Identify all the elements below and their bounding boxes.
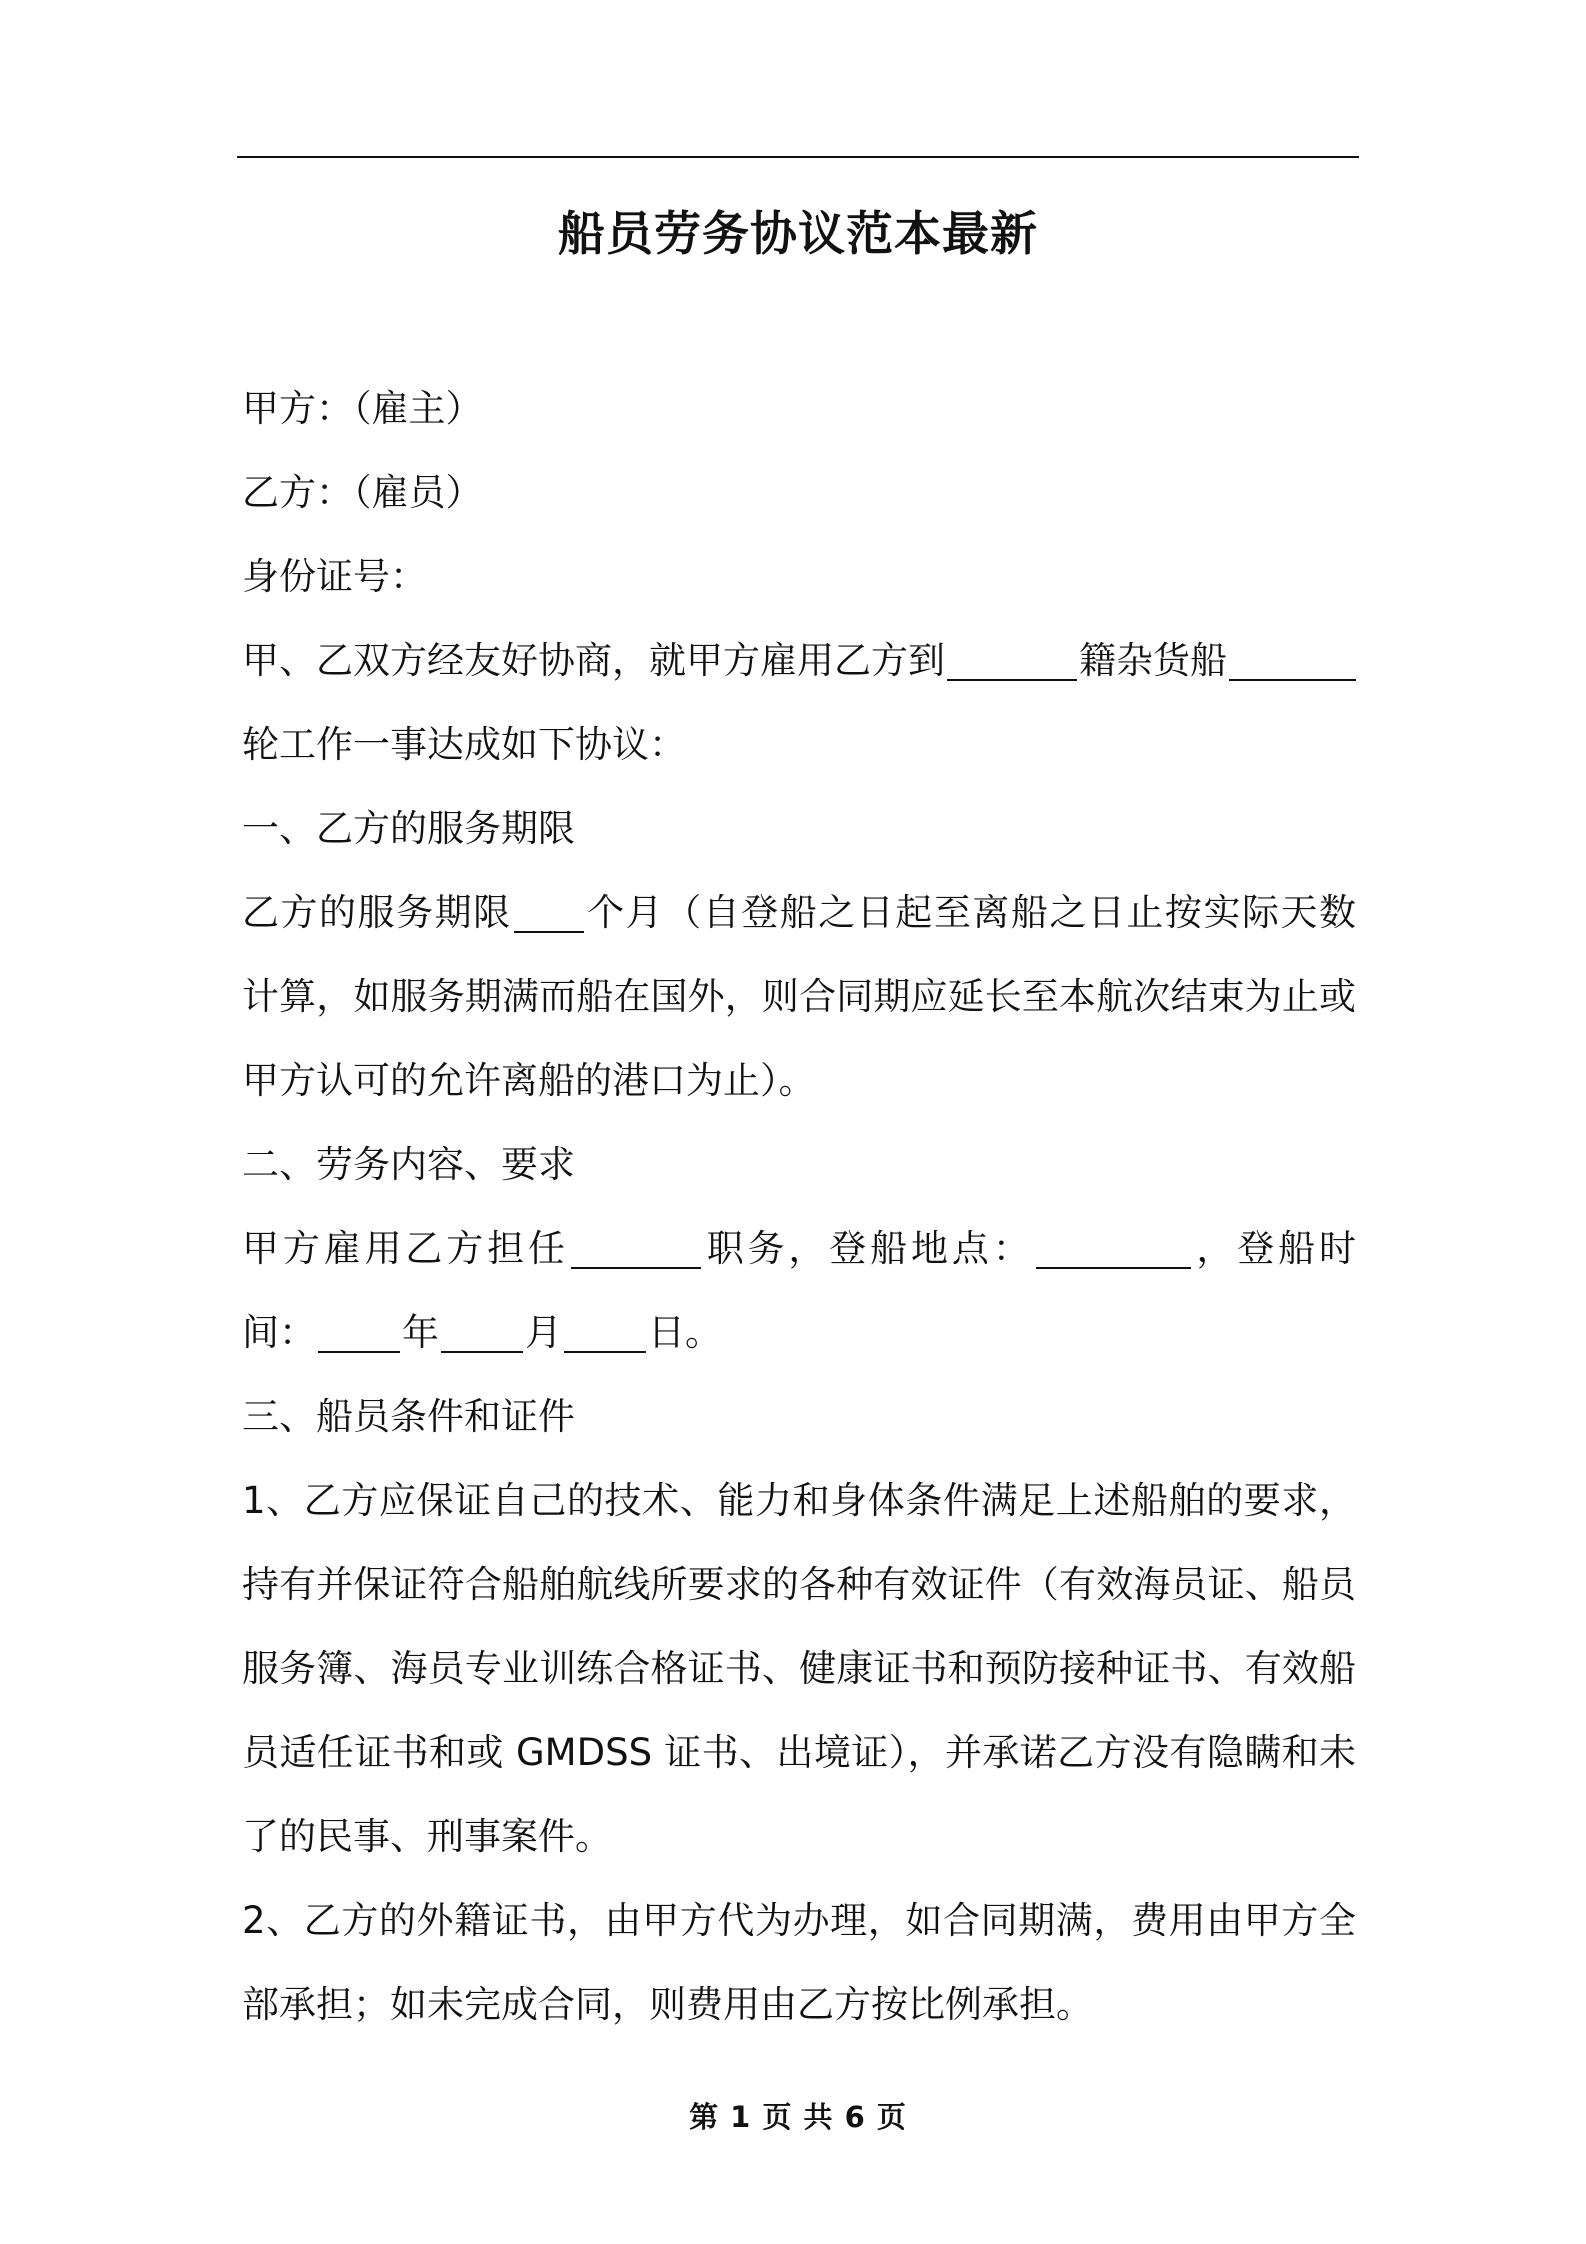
intro-line-1 (242, 619, 1356, 703)
section2-line-1 (242, 1207, 1356, 1291)
day-label: 日。 (648, 1311, 722, 1354)
section3-item1-line-2: 持有并保证符合船舶航线所要求的各种有效证件（有效海员证、船员 (242, 1563, 1356, 1606)
id-number-line: 身份证号： (242, 555, 427, 598)
section3-heading: 三、船员条件和证件 (242, 1395, 575, 1438)
party-b-line: 乙方：（雇员） (242, 471, 483, 514)
position-text: 甲方雇用乙方担任 (242, 1227, 569, 1270)
party-a-line: 甲方：（雇主） (242, 387, 483, 430)
year-label: 年 (402, 1311, 439, 1354)
boarding-time-text: ，登船时 (1192, 1227, 1356, 1270)
nationality-blank (947, 642, 1077, 681)
month-label: 月 (525, 1311, 562, 1354)
header-rule (237, 156, 1359, 158)
section1-heading: 一、乙方的服务期限 (242, 807, 575, 850)
day-blank (564, 1314, 646, 1353)
service-term-text: 乙方的服务期限 (242, 891, 512, 934)
intro-line-2: 轮工作一事达成如下协议： (242, 723, 686, 766)
service-term-text-2: 个月（自登船之日起至离船之日止按实际天数 (585, 891, 1356, 934)
page-number-footer: 第 1 页 共 6 页 (689, 2100, 907, 2134)
section3-item1-line-4: 员适任证书和或 GMDSS 证书、出境证），并承诺乙方没有隐瞒和未 (242, 1731, 1356, 1774)
section1-line-1 (242, 871, 1356, 955)
section2-heading: 二、劳务内容、要求 (242, 1143, 575, 1186)
section3-item1-line-1: 1、乙方应保证自己的技术、能力和身体条件满足上述船舶的要求， (242, 1479, 1356, 1522)
section2-line-2 (242, 1291, 1356, 1375)
year-blank (318, 1314, 400, 1353)
section1-line-2: 计算，如服务期满而船在国外，则合同期应延长至本航次结束为止或 (242, 975, 1356, 1018)
ship-name-blank (1229, 642, 1356, 681)
intro-text-2: 籍杂货船 (1079, 639, 1227, 682)
boarding-place-blank (1036, 1230, 1191, 1269)
document-body (242, 367, 1356, 2047)
months-blank (514, 894, 584, 933)
time-label: 间： (242, 1311, 316, 1354)
section3-item2-line-2: 部承担；如未完成合同，则费用由乙方按比例承担。 (242, 1983, 1093, 2026)
section3-item1-line-5: 了的民事、刑事案件。 (242, 1815, 612, 1858)
intro-text-1: 甲、乙双方经友好协商，就甲方雇用乙方到 (242, 639, 945, 682)
section3-item2-line-1: 2、乙方的外籍证书，由甲方代为办理，如合同期满，费用由甲方全 (242, 1899, 1356, 1942)
document-title: 船员劳务协议范本最新 (558, 207, 1038, 262)
month-blank (441, 1314, 523, 1353)
position-blank (571, 1230, 701, 1269)
section1-line-3: 甲方认可的允许离船的港口为止）。 (242, 1059, 816, 1102)
section3-item1-line-3: 服务簿、海员专业训练合格证书、健康证书和预防接种证书、有效船 (242, 1647, 1356, 1690)
boarding-place-text: 职务，登船地点： (702, 1227, 1034, 1270)
